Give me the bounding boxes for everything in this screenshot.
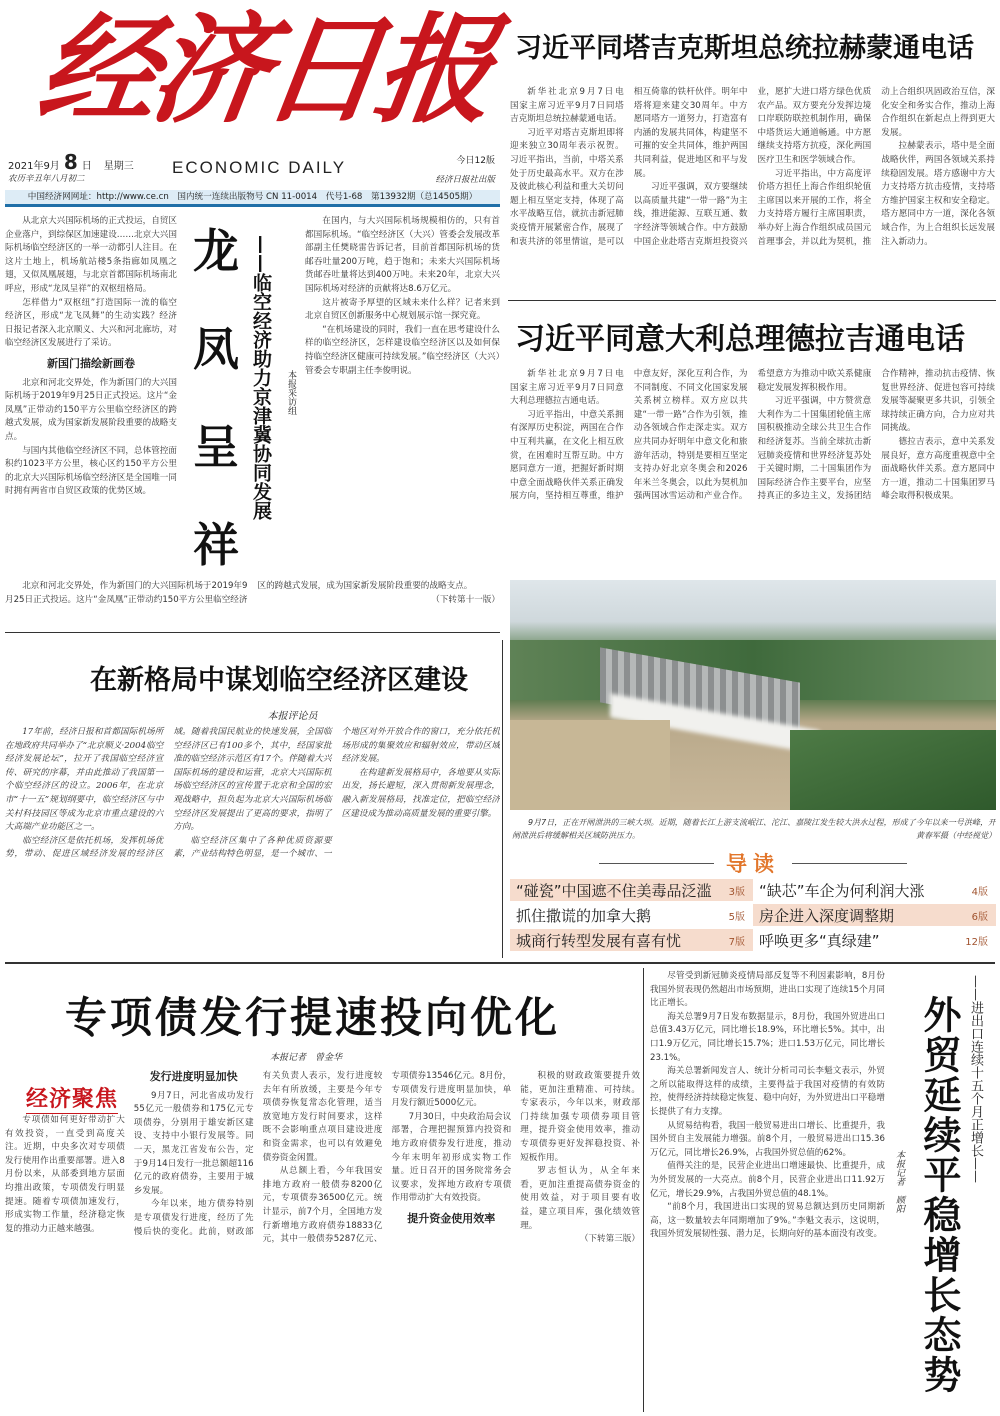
headline-foreign-trade[interactable]: 外贸延续平稳增长态势: [917, 995, 962, 1395]
subheading: 提升资金使用效率: [407, 1211, 496, 1225]
editorial-headline-block: [5, 640, 500, 722]
byline: 本报评论员: [267, 711, 318, 722]
article-editorial-body: 17年前，经济日报和首都国际机场所在地政府共同举办了“北京顺义·2004临空经济发展论坛”，拉开了我国临空经济宣传、研究的序幕，并由此推动了我国第一个临空经济区的设立。2006年，在北京市“十一五”规划纲要中，临空经济区与中关村科技园区等成为北京市重点建设的六大高端产业功能区之一。 临空经济区是依托机场，发挥机场优势，带动、促进区域经济发展的经济区域。随着我国民航业的快速发展，全国临空经济区已有100多个，其中，经国家批准的临空经济示范区有17个。伴随着大兴国际机场的建设和运营，北京大兴国际机场临空经济区的宣传置于北京和全国的宏观战略中，担负起为北京大兴国际机场临空经济区发展提出了更高的要求，指明了方向。 临空经济区集中了各种优质资源要素，产业结构特色明显，是一个城市、一个地区对外开放合作的窗口，充分依托机场形成的集聚效应和辐射效应，带动区域经济发展。 在构建新发展格局中，各地要从实际出发，扬长避短，深入贯彻新发展理念，融入新发展格局，找准定位，把临空经济区建设成为推动高质量发展的重要引擎。: [5, 727, 500, 860]
subheading: 发行进度明显加快: [149, 1070, 238, 1083]
divider: [5, 632, 500, 633]
weekday: 星期三: [103, 161, 134, 172]
kicker: ——进出口连续十五个月正增长——: [968, 975, 983, 1183]
byline: 本报采访组: [286, 370, 296, 415]
headline-special-bonds[interactable]: 专项债发行提速投向优化: [65, 993, 561, 1042]
subheading: 新国门描绘新画卷: [47, 356, 135, 370]
guide-item[interactable]: 抓住撒谎的加拿大鹅 5版: [516, 906, 745, 925]
date-month: 2021年9月: [8, 161, 60, 172]
byline: 本报记者 顾阳: [894, 1150, 904, 1213]
headline-editorial[interactable]: 在新格局中谋划临空经济区建设: [90, 665, 468, 696]
info-bar: 中国经济网网址：http://www.ce.cn 国内统一连续出版物号 CN 11-0014 代号1-68 第13932期（总14505期）: [5, 190, 500, 207]
divider: [502, 640, 503, 958]
date-suffix: 日: [81, 161, 92, 172]
article-airport-body-left: 从北京大兴国际机场的正式投运，自贸区企业落户，到综保区加速建设……北京大兴国际机场临空经济区的一举一动都引人注目。在这片土地上，机场航站楼5条指廊如凤凰之翅，又似凤凰展翅，与北京首都国际机场南北呼应，形成“龙凤呈祥”的双枢纽格局。 怎样借力“双枢纽”打造国际一流的临空经济区，形成“龙飞凤舞”的生动实践？经济日报记者深入北京顺义、大兴和河北廊坊，对临空经济区发展进行了采访。 新国门描绘新画卷 北京和河北交界处，作为新国门的大兴国际机场于2019年9月25日正式投运。这片“金凤凰”正带动约150平方公里临空经济区的跨越式发展，成为国家新发展阶段重要的战略支点。 与国内其他临空经济区不同，总体管控面积约1023平方公里，核心区约150平方公里的北京大兴国际机场临空经济区是全国唯一同时拥有两省市自贸区政策的优势区域。: [5, 216, 177, 497]
issue-date: [8, 150, 134, 174]
guide-box: [510, 850, 996, 958]
subtitle-lingkong: ——临空经济助力京津冀协同发展: [250, 235, 272, 520]
page-count: 今日12版: [456, 156, 495, 166]
lunar-date: 农历辛丑年八月初二: [8, 174, 85, 184]
divider: [5, 962, 995, 964]
headline-longfeng[interactable]: 龙 凤 呈 祥: [193, 224, 239, 572]
english-title: ECONOMIC DAILY: [172, 158, 347, 177]
guide-item[interactable]: 城商行转型发展有喜有忧 7版: [510, 929, 753, 951]
guide-item[interactable]: “碰瓷”中国遮不住美毒品泛滥 3版: [510, 879, 753, 901]
guide-item[interactable]: 房企进入深度调整期 6版: [753, 904, 996, 926]
headline-tajikistan-call[interactable]: 习近平同塔吉克斯坦总统拉赫蒙通电话: [515, 33, 974, 64]
article-airport-body-bottom: 北京和河北交界处，作为新国门的大兴国际机场于2019年9月25日正式投运。这片“金凤凰”正带动约150平方公里临空经济区的跨越式发展，成为国家新发展阶段重要的战略支点。 （下转第十一版）: [5, 581, 500, 605]
photo-credit: 黄春军摄（中经视觉）: [916, 831, 996, 840]
article-italy-body: 新华社北京9月7日电 国家主席习近平9月7日同意大利总理德拉吉通电话。 习近平指出，中意关系拥有深厚历史积淀，两国在合作中互利共赢，在文化上相互欣赏，在困难时互帮互助。中方愿同意方一道，把握好新时期中意全面战略伙伴关系正确发展方向，坚持相互尊重，维护中意友好，深化互利合作，为不同制度、不同文化国家发展关系树立榜样。双方应以共建“一带一路”合作为引领，推动各领域合作走深走实。双方应共同办好明年中意文化和旅游年活动，特别是要相互坚定支持办好北京冬奥会和2026年米兰冬奥会，以此为契机加强两国冰雪运动和产业合作。希望意方为推动中欧关系健康稳定发展发挥积极作用。 习近平强调，中方赞赏意大利作为二十国集团轮值主席国积极推动全球公共卫生合作和经济复苏。当前全球抗击新冠肺炎疫情和世界经济复苏处于关键时期，二十国集团作为国际经济合作主要平台，应坚持真正的多边主义，发扬团结合作精神，推动抗击疫情、恢复世界经济、促进包容可持续发展等凝聚更多共识，引领全球持续正确方向，合力应对共同挑战。 德拉吉表示，意中关系发展良好，意方高度重视意中全面战略伙伴关系。意方愿同中方一道，推动二十国集团罗马峰会取得积极成果。: [510, 369, 995, 502]
guide-title: 导读: [726, 852, 780, 876]
article-trade-body: 尽管受到新冠肺炎疫情局部反复等不利因素影响，8月份我国外贸表现仍然超出市场预期，进出口实现了连续15个月同比正增长。 海关总署9月7日发布数据显示，8月份，我国外贸进出口总值3.43万亿元，同比增长18.9%，环比增长5%。其中，出口1.9万亿元，同比增长15.7%；进口1.53万亿元，同比增长23.1%。 海关总署新闻发言人、统计分析司司长李魁文表示，外贸之所以能取得这样的成绩，主要得益于我国对疫情的有效防控，使得经济持续稳定恢复、稳中向好，为外贸进出口平稳增长提供了有力支撑。 从贸易结构看，我国一般贸易进出口增长、比重提升，我国外贸自主发展能力增强。前8个月，一般贸易进出口15.36万亿元，同比增长26.9%，占我国外贸总值的62%。 值得关注的是，民营企业进出口增速最快、比重提升，成为外贸发展的一大亮点。前8个月，民营企业进出口11.92万亿元，增长29.9%，占我国外贸总值的48.1%。 “前8个月，我国进出口实现的贸易总额达到历史同期新高，这一数量较去年同期增加了9%。”李魁文表示，这说明，我国外贸发展韧性强、潜力足，长期向好的基本面没有改变。: [650, 971, 885, 1240]
guide-item[interactable]: “缺芯”车企为何利润大涨 4版: [759, 881, 988, 900]
divider: [643, 968, 644, 1412]
article-tajikistan-body: 新华社北京9月7日电 国家主席习近平9月7日同塔吉克斯坦总统拉赫蒙通电话。 习近平对塔吉克斯坦即将迎来独立30周年表示祝贺。习近平指出，当前，中塔关系处于历史最高水平。双方在涉及彼此核心利益和重大关切问题上相互坚定支持，体现了高水平战略互信，就抗击新冠肺炎疫情开展紧密合作，展现了和衷共济的邻里情谊，是可以相互倚靠的铁杆伙伴。明年中塔将迎来建交30周年。中方愿同塔方一道努力，打造富有内涵的发展共同体，构建坚不可摧的安全共同体，维护两国共同利益，促进地区和平与发展。 习近平强调，双方要继续以高质量共建“一带一路”为主线，推进能源、互联互通、数字经济等领域合作。中方鼓励中国企业赴塔吉克斯坦投资兴业，愿扩大进口塔方绿色优质农产品。双方要充分发挥边境口岸联防联控机制作用，确保中塔货运大通道畅通。中方愿继续支持塔方抗疫，深化两国医疗卫生和医学领域合作。 习近平指出，中方高度评价塔方担任上海合作组织轮值主席国以来开展的工作，将全力支持塔方履行主席国职责，举办好上海合作组织成员国元首理事会，并以此为契机，推动上合组织巩固政治互信，深化安全和务实合作，推动上海合作组织在新起点上得到更大发展。 拉赫蒙表示，塔中是全面战略伙伴，两国各领域关系持续稳固发展。塔方感谢中方大力支持塔方抗击疫情，支持塔方维护国家主权和安全稳定。塔方愿同中方一道，深化各领域合作，为上合组织长远发展注入新动力。: [510, 87, 995, 247]
divider: [508, 300, 996, 301]
guide-item[interactable]: 呼唤更多“真绿建” 12版: [759, 931, 988, 950]
publisher: 经济日报社出版: [435, 175, 495, 185]
newspaper-logo: 经济日报: [30, 0, 498, 139]
date-day: 8: [63, 150, 78, 174]
photo-caption: 9月7日，正在开闸泄洪的三峡大坝。近期，随着长江上游支流岷江、沱江、嘉陵江发生较大洪水过程，形成了今年以来一号洪峰，开闸泄洪后将缓解相关区域防洪压力。 黄春军摄（中经视觉）: [512, 818, 996, 840]
article-bonds-body: 专项债如何更好带动扩大有效投资，一直受到高度关注。近期，中央多次对专项债发行使用作出重要部署。进入8月份以来，从部委到地方层面均推出政策，专项债发行明显提速。随着专项债加速发行，形成实物工作量，经济稳定恢复的推动力正越来越强。 发行进度明显加快 9月7日，河北省成功发行55亿元一般债券和175亿元专项债券，分别用于雄安新区建设、支持中小银行发展等。同一天，黑龙江省发布公告，定于9月14日发行一批总额超116亿元的政府债券，主要用于城乡发展。 今年以来，地方债券特别是专项债发行进度，经历了先慢后快的变化。此前，财政部有关负责人表示，发行进度较去年有所放缓，主要是今年专项债券恢复常态化管理，适当放宽地方发行时间要求，这样既不会影响重点项目建设进度和资金需求，也可以有效避免债券资金闲置。 从总额上看，今年我国安排地方政府一般债券8200亿元，专项债券36500亿元。统计显示，前7个月，全国地方发行新增地方政府债券18833亿元，其中一般债券5287亿元、专项债券13546亿元。8月份，专项债发行进度明显加快，单月发行额近5000亿元。 7月30日，中央政治局会议部署，合理把握预算内投资和地方政府债券发行进度，推动今年末明年初形成实物工作量。近日召开的国务院常务会议要求，发挥地方政府专项债作用带动扩大有效投资。 提升资金使用效率 积极的财政政策要提升效能，更加注重精准、可持续。专家表示，今年以来，财政部门持续加强专项债券项目管理，提升资金使用效率，推动专项债券更好发挥稳投资、补短板作用。 罗志恒认为，从全年来看，更加注重提高债券资金的使用效益，对于项目要有收益，建立项目库，强化绩效管理。 （下转第三版）: [5, 1070, 640, 1245]
three-gorges-dam-photo: [510, 580, 996, 810]
byline: 本报记者 曾金华: [270, 1053, 343, 1063]
section-logo-jingji-jujiao: 经济聚焦: [26, 1082, 118, 1114]
headline-italy-call[interactable]: 习近平同意大利总理德拉吉通电话: [515, 322, 965, 357]
article-airport-body-right: 在国内，与大兴国际机场规模相仿的，只有首都国际机场。“临空经济区（大兴）管委会发展改革部副主任樊晓雷告诉记者，目前首都国际机场的货邮吞吐量200万吨，趋于饱和；未来大兴国际机场货邮吞吐量将达到400万吨。未来20年，北京大兴国际机场对经济的贡献将达8.6万亿元。 这片被寄予厚望的区域未来什么样？记者来到北京自贸区创新服务中心规划展示馆一探究竟。 “在机场建设的同时，我们一直在思考建设什么样的临空经济区，怎样建设临空经济区以及如何保持临空经济区健康可持续发展。”临空经济区（大兴）管委会专职副主任李俊明说。: [305, 216, 500, 376]
